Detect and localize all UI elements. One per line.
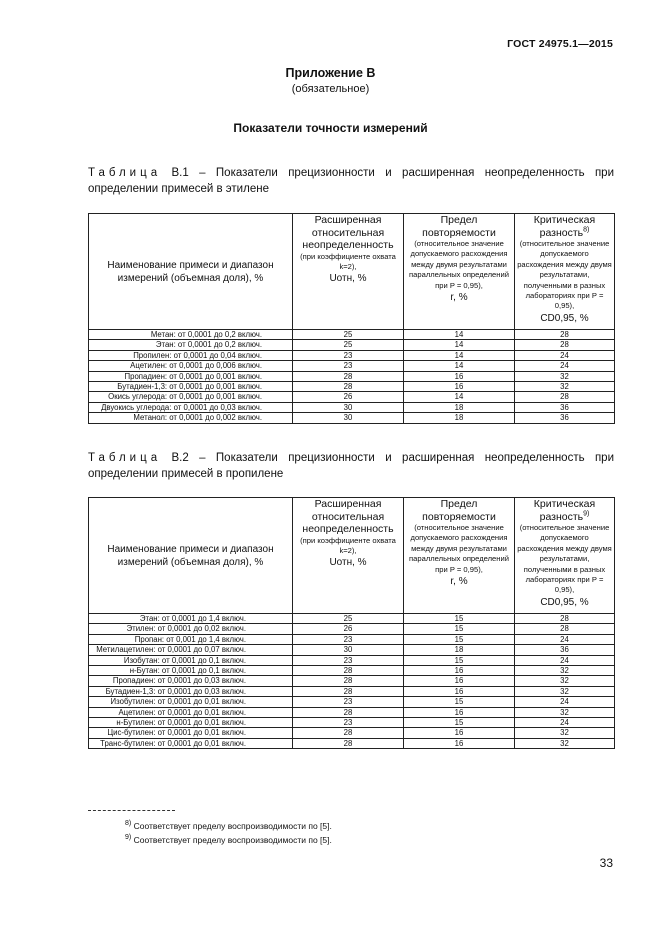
row-impurity: Цис-бутилен: от 0,0001 до 0,01 включ.	[89, 728, 293, 738]
table-row	[89, 350, 615, 360]
row-repeatability: 16	[404, 728, 515, 738]
table1-header-unc-note: (при коэффициенте охвата k=2),	[300, 251, 396, 271]
row-uncertainty: 28	[293, 666, 404, 676]
row-uncertainty: 30	[293, 413, 404, 423]
table1-header-crit-text: Критическая разность	[533, 214, 596, 239]
row-impurity: Метан: от 0,0001 до 0,2 включ.	[89, 330, 293, 340]
table-row	[89, 371, 615, 381]
row-impurity: Бутадиен-1,3: от 0,0001 до 0,001 включ.	[89, 382, 293, 392]
table1-header-critical-diff	[515, 214, 615, 330]
row-uncertainty: 23	[293, 634, 404, 644]
table2-caption	[88, 450, 614, 482]
row-impurity: н-Бутилен: от 0,0001 до 0,01 включ.	[89, 718, 293, 728]
table2-header-rep-symbol: r, %	[450, 576, 468, 588]
row-critical-diff: 32	[515, 666, 615, 676]
row-critical-diff: 32	[515, 382, 615, 392]
row-repeatability: 15	[404, 655, 515, 665]
table1-header-crit-symbol: CD0,95, %	[540, 312, 589, 324]
table1-caption-label: Таблица	[88, 167, 162, 179]
row-repeatability: 18	[404, 413, 515, 423]
table-row	[89, 392, 615, 402]
table-row	[89, 655, 615, 665]
row-critical-diff: 36	[515, 402, 615, 412]
row-critical-diff: 32	[515, 371, 615, 381]
row-impurity: Этилен: от 0,0001 до 0,02 включ.	[89, 624, 293, 634]
table1-header-name: Наименование примеси и диапазон измерений (объемная доля), %	[89, 214, 293, 330]
row-critical-diff: 24	[515, 655, 615, 665]
table1-header-rep-main: Предел повторяемости	[422, 214, 496, 239]
row-uncertainty: 25	[293, 340, 404, 350]
row-uncertainty: 23	[293, 361, 404, 371]
table-row	[89, 676, 615, 686]
row-uncertainty: 28	[293, 676, 404, 686]
row-repeatability: 14	[404, 330, 515, 340]
row-critical-diff: 28	[515, 330, 615, 340]
row-uncertainty: 25	[293, 614, 404, 624]
table-row	[89, 718, 615, 728]
table-row	[89, 697, 615, 707]
row-impurity: Двуокись углерода: от 0,0001 до 0,03 включ.	[89, 402, 293, 412]
row-repeatability: 16	[404, 707, 515, 717]
table1-header-repeatability	[404, 214, 515, 330]
row-repeatability: 16	[404, 738, 515, 748]
row-repeatability: 14	[404, 392, 515, 402]
row-repeatability: 15	[404, 634, 515, 644]
row-uncertainty: 26	[293, 624, 404, 634]
footnote-text: Соответствует пределу воспроизводимости по [5].	[133, 835, 332, 845]
table1-footnote-ref: 8)	[583, 226, 590, 233]
row-impurity: Изобутан: от 0,0001 до 0,1 включ.	[89, 655, 293, 665]
row-uncertainty: 25	[293, 330, 404, 340]
row-impurity: Изобутилен: от 0,0001 до 0,01 включ.	[89, 697, 293, 707]
row-critical-diff: 28	[515, 614, 615, 624]
table-row	[89, 361, 615, 371]
table1-header-row	[89, 214, 615, 330]
row-critical-diff: 24	[515, 697, 615, 707]
row-impurity: н-Бутан: от 0,0001 до 0,1 включ.	[89, 666, 293, 676]
row-uncertainty: 28	[293, 707, 404, 717]
footnote-text: Соответствует пределу воспроизводимости по [5].	[133, 821, 332, 831]
page-number: 33	[599, 856, 613, 870]
row-impurity: Пропадиен: от 0,0001 до 0,03 включ.	[89, 676, 293, 686]
table-row	[89, 728, 615, 738]
table-row	[89, 738, 615, 748]
row-critical-diff: 28	[515, 340, 615, 350]
table-row	[89, 382, 615, 392]
row-critical-diff: 32	[515, 738, 615, 748]
table2-precision	[88, 497, 615, 749]
table1-header-rep-note: (относительное значение допускаемого расхождения между двумя результатами параллельных определений при P = 0,95),	[409, 239, 509, 290]
row-repeatability: 14	[404, 361, 515, 371]
table2-header-unc-main: Расширенная относительная неопределенность	[302, 498, 394, 535]
table2-caption-label: Таблица	[88, 452, 162, 464]
row-critical-diff: 32	[515, 707, 615, 717]
row-repeatability: 16	[404, 666, 515, 676]
row-uncertainty: 30	[293, 645, 404, 655]
table2-header-crit-symbol: CD0,95, %	[540, 596, 589, 608]
row-impurity: Окись углерода: от 0,0001 до 0,001 включ.	[89, 392, 293, 402]
table-row	[89, 614, 615, 624]
row-repeatability: 14	[404, 340, 515, 350]
table2-header-unc-symbol: Uотн, %	[329, 557, 367, 569]
row-critical-diff: 24	[515, 361, 615, 371]
row-repeatability: 15	[404, 718, 515, 728]
table1-header-rep-symbol: r, %	[450, 292, 468, 304]
row-uncertainty: 23	[293, 697, 404, 707]
row-critical-diff: 32	[515, 728, 615, 738]
table2-header-crit-note: (относительное значение допускаемого расхождения между двумя результатами, полученными в разных лабораториях при P = 0,95),	[517, 523, 612, 595]
row-critical-diff: 36	[515, 413, 615, 423]
table-row	[89, 402, 615, 412]
table2-header-critical-diff	[515, 498, 615, 614]
row-impurity: Этан: от 0,0001 до 1,4 включ.	[89, 614, 293, 624]
row-uncertainty: 28	[293, 686, 404, 696]
row-uncertainty: 23	[293, 718, 404, 728]
table1-header-crit-main	[517, 214, 612, 239]
row-repeatability: 16	[404, 371, 515, 381]
row-repeatability: 16	[404, 382, 515, 392]
row-critical-diff: 28	[515, 624, 615, 634]
row-impurity: Транс-бутилен: от 0,0001 до 0,01 включ.	[89, 738, 293, 748]
table2-footnote-ref: 9)	[583, 510, 590, 517]
row-uncertainty: 28	[293, 371, 404, 381]
table1-header-unc-symbol: Uотн, %	[329, 273, 367, 285]
row-impurity: Метанол: от 0,0001 до 0,002 включ.	[89, 413, 293, 423]
row-repeatability: 15	[404, 624, 515, 634]
document-standard-header: ГОСТ 24975.1—2015	[507, 38, 613, 50]
table2-header-unc-note: (при коэффициенте охвата k=2),	[300, 535, 396, 555]
row-repeatability: 16	[404, 686, 515, 696]
table-row	[89, 624, 615, 634]
table2-header-crit-text: Критическая разность	[533, 498, 596, 523]
row-repeatability: 14	[404, 350, 515, 360]
footnote-mark: 9)	[125, 834, 132, 842]
row-impurity: Метилацетилен: от 0,0001 до 0,07 включ.	[89, 645, 293, 655]
row-critical-diff: 24	[515, 350, 615, 360]
row-repeatability: 18	[404, 645, 515, 655]
table-row	[89, 340, 615, 350]
table2-header-repeatability	[404, 498, 515, 614]
table2-caption-text: В.2 – Показатели прецизионности и расширенная неопределенность при определении примесей в пропилене	[88, 452, 615, 480]
row-uncertainty: 30	[293, 402, 404, 412]
table2-header-row	[89, 498, 615, 614]
footnote-8	[125, 821, 332, 831]
table2-header-uncertainty	[293, 498, 404, 614]
row-uncertainty: 26	[293, 392, 404, 402]
row-uncertainty: 23	[293, 655, 404, 665]
row-critical-diff: 32	[515, 686, 615, 696]
row-impurity: Ацетилен: от 0,0001 до 0,006 включ.	[89, 361, 293, 371]
table-row	[89, 686, 615, 696]
table-row	[89, 634, 615, 644]
row-repeatability: 16	[404, 676, 515, 686]
table1-caption-text: В.1 – Показатели прецизионности и расширенная неопределенность при определении примесей в этилене	[88, 167, 615, 195]
appendix-subtitle: (обязательное)	[291, 83, 370, 95]
footnote-9	[125, 835, 332, 845]
table1-caption	[88, 165, 614, 197]
section-title: Показатели точности измерений	[233, 121, 428, 135]
row-repeatability: 18	[404, 402, 515, 412]
row-repeatability: 15	[404, 614, 515, 624]
row-critical-diff: 24	[515, 634, 615, 644]
row-repeatability: 15	[404, 697, 515, 707]
table2-header-rep-main: Предел повторяемости	[422, 498, 496, 523]
row-uncertainty: 28	[293, 728, 404, 738]
row-impurity: Пропан: от 0,001 до 1,4 включ.	[89, 634, 293, 644]
row-critical-diff: 24	[515, 718, 615, 728]
row-uncertainty: 28	[293, 738, 404, 748]
row-impurity: Ацетилен: от 0,0001 до 0,01 включ.	[89, 707, 293, 717]
table2-header-crit-main	[517, 498, 612, 523]
appendix-title: Приложение В	[285, 66, 376, 80]
table-row	[89, 645, 615, 655]
row-impurity: Пропилен: от 0,0001 до 0,04 включ.	[89, 350, 293, 360]
row-critical-diff: 28	[515, 392, 615, 402]
footnote-divider	[88, 810, 175, 811]
table2-header-name: Наименование примеси и диапазон измерений (объемная доля), %	[89, 498, 293, 614]
table1-header-uncertainty	[293, 214, 404, 330]
table1-header-crit-note: (относительное значение допускаемого расхождения между двумя результатами, полученными в разных лабораториях при P = 0,95),	[517, 239, 612, 311]
table-row	[89, 707, 615, 717]
row-impurity: Этан: от 0,0001 до 0,2 включ.	[89, 340, 293, 350]
table1-header-unc-main: Расширенная относительная неопределенность	[302, 214, 394, 251]
footnote-mark: 8)	[125, 820, 132, 828]
row-uncertainty: 28	[293, 382, 404, 392]
table1-precision	[88, 213, 615, 424]
row-uncertainty: 23	[293, 350, 404, 360]
table2-header-rep-note: (относительное значение допускаемого расхождения между двумя результатами параллельных определений при P = 0,95),	[409, 523, 509, 574]
row-impurity: Бутадиен-1,3: от 0,0001 до 0,03 включ.	[89, 686, 293, 696]
row-critical-diff: 36	[515, 645, 615, 655]
table-row	[89, 330, 615, 340]
row-impurity: Пропадиен: от 0,0001 до 0,001 включ.	[89, 371, 293, 381]
table-row	[89, 413, 615, 423]
row-critical-diff: 32	[515, 676, 615, 686]
table-row	[89, 666, 615, 676]
